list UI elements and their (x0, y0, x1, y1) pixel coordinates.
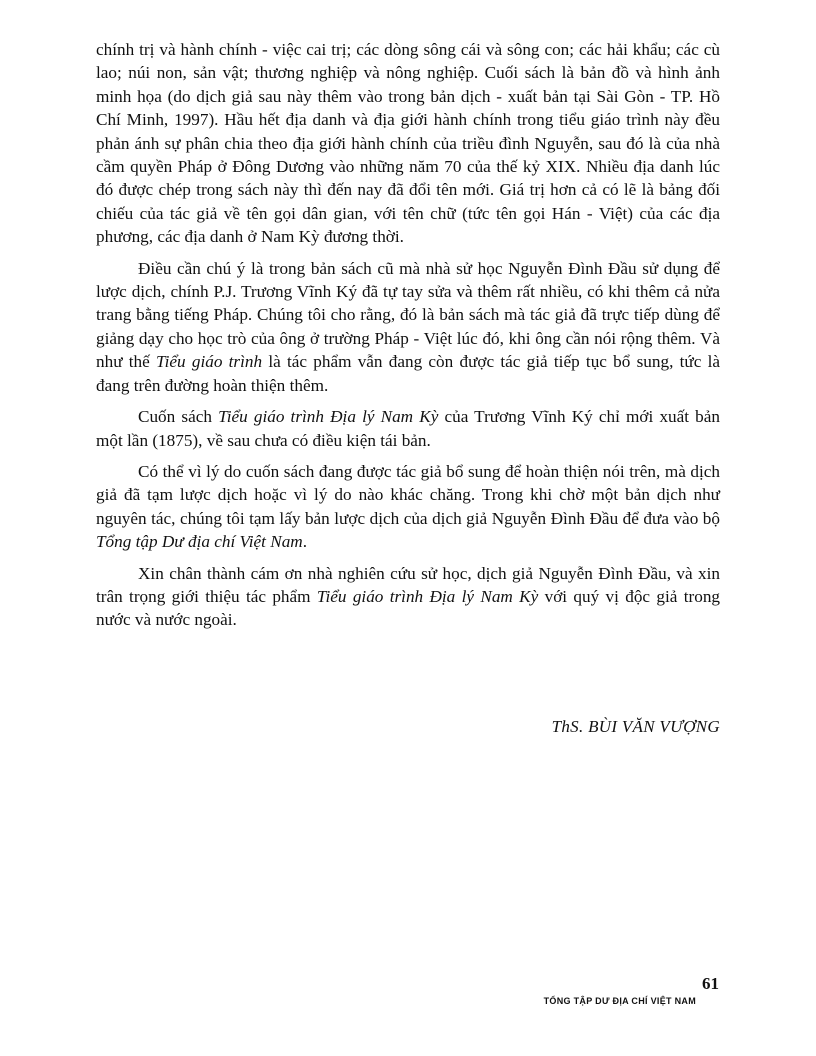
paragraph-3 (96, 405, 720, 452)
paragraph-2-italic: Tiểu giáo trình (156, 352, 263, 372)
paragraph-2-text-a: Điều cần chú ý là trong bản sách cũ mà nhà sử học Nguyễn Đình Đầu sử dụng để lược dịch, chính P.J. Trương Vĩnh Ký đã tự tay sửa và thêm rất nhiều, có khi thêm cả nửa trang bằng tiếng Pháp. Chúng tôi cho rằng, đó là bản sách mà tác giả đã trực tiếp dùng để giảng dạy cho học trò của ông ở trường Pháp - Việt lúc đó, khi ông cần nói rộng thêm. Và như thế (96, 258, 720, 372)
paragraph-4-italic: Tổng tập Dư địa chí Việt Nam (96, 532, 303, 552)
paragraph-5-text-a: Xin chân thành cám ơn nhà nghiên cứu sử học, dịch giả Nguyễn Đình Đầu, và xin trân trọng giới thiệu tác phẩm (96, 563, 720, 606)
page-body (96, 38, 720, 632)
paragraph-5 (96, 562, 720, 632)
paragraph-2 (96, 257, 720, 397)
paragraph-2-text-b: là tác phẩm vẫn đang còn được tác giả tiếp tục bổ sung, tức là đang trên đường hoàn thiện thêm. (96, 352, 720, 395)
paragraph-4-text-a: Có thể vì lý do cuốn sách đang được tác giả bổ sung để hoàn thiện nói trên, mà dịch giả đã tạm lược dịch hoặc vì lý do nào khác chăng. Trong khi chờ một bản dịch như nguyên tác, chúng tôi tạm lấy bản lược dịch của dịch giả Nguyễn Đình Đầu để đưa vào bộ (96, 461, 720, 528)
paragraph-4 (96, 460, 720, 554)
author-signature: ThS. BÙI VĂN VƯỢNG (551, 717, 720, 736)
paragraph-5-italic: Tiểu giáo trình Địa lý Nam Kỳ (316, 586, 539, 606)
paragraph-3-text-b: của Trương Vĩnh Ký chỉ mới xuất bản một lần (1875), về sau chưa có điều kiện tái bản. (96, 407, 720, 450)
paragraph-3-italic: Tiểu giáo trình Địa lý Nam Kỳ (218, 407, 439, 427)
paragraph-4-text-b: . (302, 532, 307, 552)
page-number: 61 (702, 974, 719, 993)
paragraph-1: chính trị và hành chính - việc cai trị; các dòng sông cái và sông con; các hải khẩu; các cù lao; núi non, sản vật; thương nghiệp và nông nghiệp. Cuối sách là bản đồ và hình ảnh minh họa (do dịch giả sau này thêm vào trong bản dịch - xuất bản tại Sài Gòn - TP. Hồ Chí Minh, 1997). Hầu hết địa danh và địa giới hành chính trong tiểu giáo trình này đều phản ánh sự phân chia theo địa giới hành chính của triều đình Nguyễn, sau đó là của nhà cầm quyền Pháp ở Đông Dương vào những năm 70 của thế kỷ XIX. Nhiều địa danh lúc đó được chép trong sách này thì đến nay đã đổi tên mới. Giá trị hơn cả có lẽ là bảng đối chiếu của tác giả về tên gọi dân gian, với tên chữ (tức tên gọi Hán - Việt) của các địa phương, các địa danh ở Nam Kỳ đương thời. (96, 40, 720, 247)
paragraph-3-text-a: Cuốn sách (138, 407, 219, 427)
running-footer: TỔNG TẬP DƯ ĐỊA CHÍ VIỆT NAM (543, 996, 696, 1006)
paragraph-5-text-b: với quý vị độc giả trong nước và nước ngoài. (96, 586, 721, 630)
